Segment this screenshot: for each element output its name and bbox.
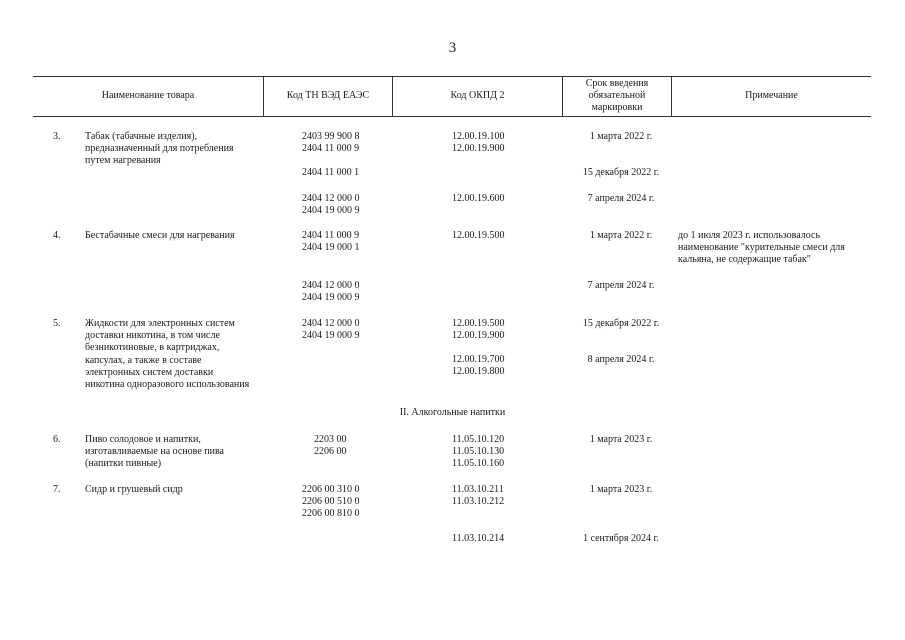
marking-date: 1 марта 2022 г. — [589, 230, 653, 241]
tnved-codes — [302, 230, 360, 254]
marking-date: 15 декабря 2022 г. — [582, 167, 660, 178]
product-name-line: Бестабачные смеси для нагревания — [85, 230, 235, 241]
tnved-code: 2203 00 — [314, 434, 347, 445]
row-number: 4. — [53, 230, 61, 241]
tnved-code: 2404 12 000 0 — [302, 318, 360, 329]
header-okpd: Код ОКПД 2 — [450, 90, 505, 101]
header-note: Примечание — [745, 90, 798, 101]
table-header-bottom-rule — [33, 116, 871, 117]
page-number: 3 — [448, 40, 457, 56]
okpd-code: 11.03.10.212 — [452, 496, 505, 508]
tnved-code: 2404 19 000 9 — [302, 292, 360, 304]
marking-date: 7 апреля 2024 г. — [587, 280, 655, 291]
row-number: 6. — [53, 434, 61, 445]
tnved-codes — [302, 280, 360, 304]
okpd-code: 12.00.19.500 — [452, 230, 505, 241]
product-name-line: изготавливаемые на основе пива — [85, 446, 224, 458]
okpd-code: 12.00.19.900 — [452, 330, 505, 342]
row-number: 3. — [53, 131, 61, 142]
marking-date: 15 декабря 2022 г. — [582, 318, 660, 329]
tnved-code: 2404 11 000 9 — [302, 230, 360, 241]
tnved-codes — [302, 318, 360, 342]
note-line: до 1 июля 2023 г. использовалось — [678, 230, 821, 241]
product-name-line: (напитки пивные) — [85, 458, 162, 470]
okpd-code: 12.00.19.800 — [452, 366, 505, 378]
okpd-code: 12.00.19.600 — [452, 193, 505, 204]
section-heading: II. Алкогольные напитки — [399, 407, 506, 418]
product-name-line: путем нагревания — [85, 155, 161, 167]
note-line: наименование "курительные смеси для — [678, 242, 845, 254]
product-name-line: Пиво солодовое и напитки, — [85, 434, 201, 445]
tnved-code: 2404 12 000 0 — [302, 193, 360, 204]
product-name-line: безникотиновые, в картриджах, — [85, 342, 220, 354]
okpd-code: 11.05.10.160 — [452, 458, 505, 470]
tnved-code: 2404 19 000 1 — [302, 242, 360, 254]
tnved-code: 2206 00 310 0 — [302, 484, 360, 495]
tnved-codes — [302, 193, 360, 217]
header-name: Наименование товара — [101, 90, 195, 101]
product-name — [85, 131, 234, 168]
okpd-code: 11.05.10.130 — [452, 446, 505, 458]
tnved-code: 2206 00 — [314, 446, 347, 458]
okpd-codes — [452, 318, 505, 342]
note — [678, 230, 845, 267]
marking-date: 1 марта 2023 г. — [589, 484, 653, 495]
okpd-codes — [452, 484, 504, 508]
tnved-code: 2404 11 000 1 — [302, 167, 360, 178]
product-name-line: доставки никотина, в том числе — [85, 330, 220, 342]
okpd-codes — [452, 354, 505, 378]
note-line: кальяна, не содержащие табак" — [678, 254, 811, 266]
header-date-line: обязательной — [588, 90, 646, 101]
header-date — [563, 76, 671, 116]
header-tnved: Код ТН ВЭД ЕАЭС — [286, 90, 370, 101]
marking-date: 8 апреля 2024 г. — [587, 354, 655, 365]
product-name — [85, 318, 249, 391]
product-name-line: электронных систем доставки — [85, 366, 214, 378]
okpd-code: 11.03.10.214 — [452, 533, 505, 544]
tnved-code: 2404 19 000 9 — [302, 205, 360, 217]
product-name-line: Жидкости для электронных систем — [85, 318, 235, 329]
product-name-line: предназначенный для потребления — [85, 143, 234, 155]
okpd-code: 11.03.10.211 — [452, 484, 504, 495]
row-number: 7. — [53, 484, 61, 495]
header-date-line: Срок введения — [585, 78, 649, 89]
okpd-codes — [452, 131, 505, 155]
product-name-line: капсулах, а также в составе — [85, 354, 202, 366]
product-name-line: никотина одноразового использования — [85, 379, 250, 391]
okpd-code: 12.00.19.100 — [452, 131, 505, 142]
marking-date: 1 марта 2022 г. — [589, 131, 653, 142]
tnved-codes — [302, 484, 360, 521]
product-name-line: Табак (табачные изделия), — [85, 131, 198, 142]
tnved-code: 2404 11 000 9 — [302, 143, 360, 155]
tnved-code: 2206 00 510 0 — [302, 496, 360, 508]
marking-date: 7 апреля 2024 г. — [587, 193, 655, 204]
okpd-code: 11.05.10.120 — [452, 434, 505, 445]
row-number: 5. — [53, 318, 61, 329]
tnved-codes — [302, 131, 360, 155]
marking-date: 1 марта 2023 г. — [589, 434, 653, 445]
okpd-code: 12.00.19.700 — [452, 354, 505, 365]
tnved-code: 2403 99 900 8 — [302, 131, 360, 142]
product-name — [85, 434, 224, 471]
product-name-line: Сидр и грушевый сидр — [85, 484, 183, 495]
tnved-codes — [314, 434, 347, 458]
okpd-code: 12.00.19.500 — [452, 318, 505, 329]
tnved-code: 2404 19 000 9 — [302, 330, 360, 342]
okpd-code: 12.00.19.900 — [452, 143, 505, 155]
tnved-code: 2206 00 810 0 — [302, 508, 360, 520]
header-date-line: маркировки — [591, 102, 643, 113]
okpd-codes — [452, 434, 504, 471]
marking-date: 1 сентября 2024 г. — [583, 533, 659, 544]
tnved-code: 2404 12 000 0 — [302, 280, 360, 291]
